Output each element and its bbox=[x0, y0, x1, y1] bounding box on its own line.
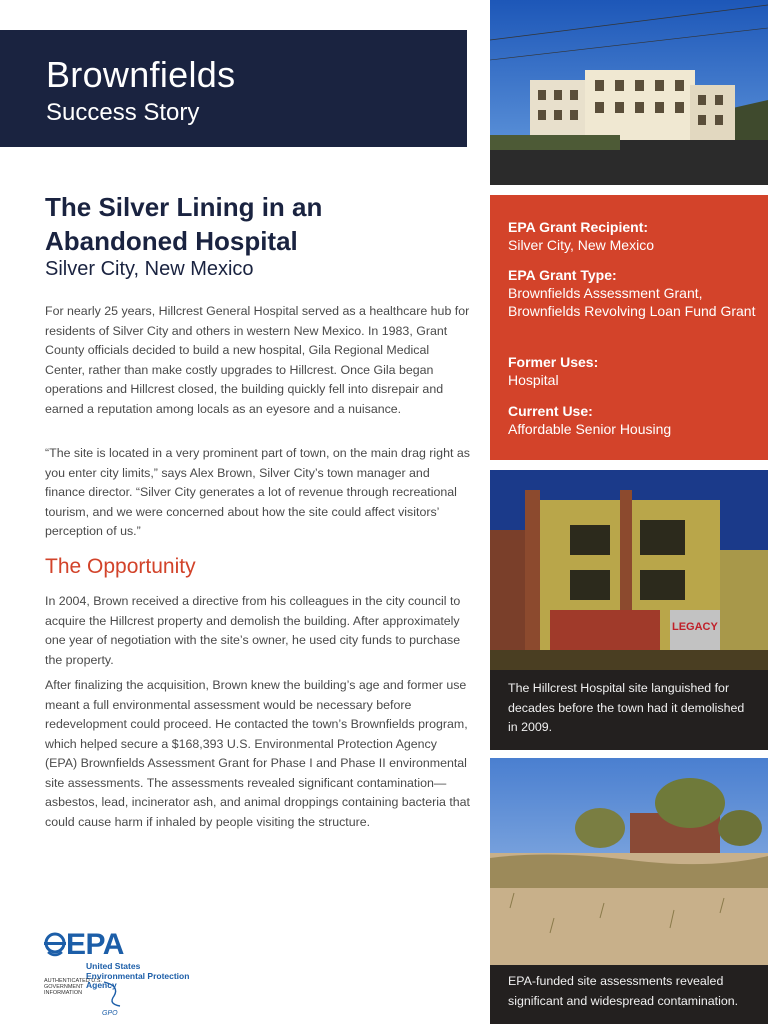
epa-flower-icon bbox=[44, 932, 66, 960]
cleared-site-photo bbox=[490, 758, 768, 965]
story-headline: The Silver Lining in an Abandoned Hospital bbox=[45, 192, 323, 256]
gpo-authentication-text: AUTHENTICATED U.S. GOVERNMENT INFORMATION bbox=[44, 978, 102, 996]
abandoned-hospital-photo bbox=[490, 470, 768, 670]
current-use-label: Current Use: bbox=[508, 403, 593, 419]
hospital-caption-box bbox=[490, 670, 768, 750]
banner-subtitle: Success Story bbox=[46, 99, 200, 126]
section-heading-opportunity: The Opportunity bbox=[45, 555, 196, 578]
former-uses-value: Hospital bbox=[508, 372, 559, 388]
grant-info-box bbox=[490, 195, 768, 460]
current-use-group bbox=[508, 402, 758, 438]
grant-recipient-label: EPA Grant Recipient: bbox=[508, 219, 649, 235]
former-uses-group bbox=[508, 353, 758, 389]
intro-paragraph: For nearly 25 years, Hillcrest General Hospital served as a healthcare hub for residents of Silver City and others in western New Mexico. In 1983, Grant County officials decided to build a new hospital, Gila Regional Medical Center, rather than make costly upgrades to Hillcrest. Once Gila began operations and Hillcrest closed, the building quickly fell into disrepair and earned a reputation among locals as an eyesore and a nuisance. bbox=[45, 304, 470, 416]
hospital-caption: The Hillcrest Hospital site languished for decades before the town had it demolished in 2009. bbox=[508, 681, 745, 734]
grant-type-value: Brownfields Assessment Grant, Brownfields Revolving Loan Fund Grant bbox=[508, 285, 756, 319]
gpo-mark: GPO bbox=[102, 1010, 118, 1017]
opportunity-paragraph-2: After finalizing the acquisition, Brown knew the building’s age and former use meant a full environmental assessment would be necessary before redevelopment could proceed. He contacted the town’s Brownfields program, which helped secure a $168,393 U.S. Environmental Protection Agency (EPA) Brownfields Assessment Grant for Phase I and Phase II environmental site assessments. The assessments revealed significant contamination—asbestos, lead, incinerator ash, and animal droppings containing bacteria that could cause harm if inhaled by people visiting the structure. bbox=[45, 678, 470, 829]
grant-type-label: EPA Grant Type: bbox=[508, 267, 617, 283]
quote-paragraph: “The site is located in a very prominent part of town, on the main drag right as you enter city limits,” says Alex Brown, Silver City’s town manager and finance director. “Silver City generates a lot of revenue through recreational tourism, and we were concerned about how the site could affect visitors’ perception of us.” bbox=[45, 446, 470, 538]
story-location: Silver City, New Mexico bbox=[45, 258, 254, 280]
epa-agency-name: United States Environmental Protection Agency bbox=[86, 961, 190, 990]
assessment-caption-box bbox=[490, 965, 768, 1024]
opportunity-paragraph-1: In 2004, Brown received a directive from his colleagues in the city council to acquire the Hillcrest property and demolish the building. After approximately one year of negotiation with the site’s owner, he used city funds to purchase the property. bbox=[45, 594, 461, 667]
assessment-caption: EPA-funded site assessments revealed significant and widespread contamination. bbox=[508, 974, 739, 1008]
title-banner bbox=[0, 30, 467, 147]
gpo-eagle-icon bbox=[100, 978, 124, 1010]
senior-housing-photo bbox=[490, 0, 768, 185]
epa-logo bbox=[44, 928, 194, 1018]
svg-text:LEGACY: LEGACY bbox=[672, 621, 718, 633]
epa-wordmark: EPA bbox=[66, 928, 124, 961]
former-uses-label: Former Uses: bbox=[508, 354, 599, 370]
grant-type-group bbox=[508, 266, 758, 320]
current-use-value: Affordable Senior Housing bbox=[508, 421, 672, 437]
banner-title: Brownfields bbox=[46, 54, 236, 95]
grant-recipient-value: Silver City, New Mexico bbox=[508, 237, 654, 253]
grant-recipient-group bbox=[508, 218, 758, 254]
